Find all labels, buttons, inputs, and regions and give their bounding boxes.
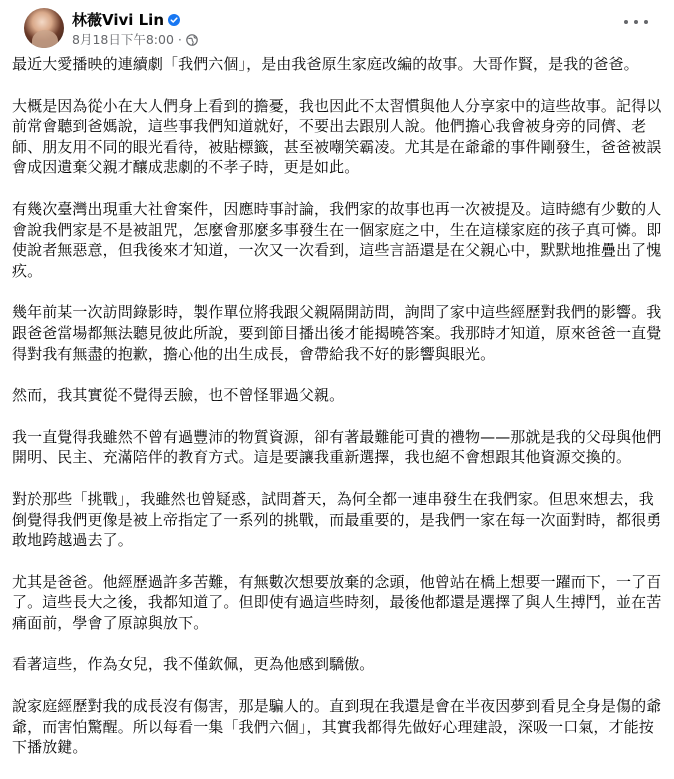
author-row — [72, 10, 198, 30]
post-paragraph-8: 尤其是爸爸。他經歷過許多苦難，有無數次想要放棄的念頭，他曾站在橋上想要一躍而下，一了百了。這些長大之後，我都知道了。但即使有過這些時刻，最後他都還是選擇了與人生搏鬥，並在苦痛面前，學會了原諒與放下。 — [12, 572, 662, 632]
more-options-icon[interactable] — [624, 14, 648, 30]
post-paragraph-10: 說家庭經歷對我的成長沒有傷害，那是騙人的。直到現在我還是會在半夜因夢到看見全身是傷的爺爺，而害怕驚醒。所以每看一集「我們六個」，其實我都得先做好心理建設，深吸一口氣，才能按下播放鍵。 — [12, 697, 662, 757]
post-paragraph-9: 看著這些，作為女兒，我不僅欽佩，更為他感到驕傲。 — [12, 655, 375, 674]
post-paragraph-7: 對於那些「挑戰」，我雖然也曾疑惑，試問蒼天，為何全都一連串發生在我們家。但思來想去，我倒覺得我們更像是被上帝指定了一系列的挑戰，而最重要的，是我們一家在每一次面對時，都很勇敢地跨越過去了。 — [12, 489, 662, 550]
post-header-text — [72, 10, 198, 48]
post-paragraph-5: 然而，我其實從不覺得丟臉，也不曾怪罪過父親。 — [12, 386, 345, 405]
post-timestamp[interactable]: 8月18日下午8:00 — [72, 32, 174, 47]
author-avatar[interactable] — [24, 8, 64, 48]
globe-icon[interactable] — [186, 34, 198, 46]
post-paragraph-2: 大概是因為從小在大人們身上看到的擔憂，我也因此不太習慣與他人分享家中的這些故事。記得以前常會聽到爸媽說，這些事我們知道就好，不要出去跟別人說。他們擔心我會被身旁的同儕、老師、朋友用不同的眼光看待，被貼標籤，甚至被嘲笑霸凌。尤其是在爺爺的事件剛發生，爸爸被誤會成因遺棄父親才釀成悲劇的不孝子時，更是如此。 — [12, 96, 662, 177]
post-paragraph-6: 我一直覺得我雖然不曾有過豐沛的物質資源，卻有著最難能可貴的禮物——那就是我的父母與他們開明、民主、充滿陪伴的教育方式。這是要讓我重新選擇，我也絕不會想跟其他資源交換的。 — [12, 427, 662, 467]
meta-separator: · — [177, 33, 182, 47]
verified-badge-icon — [168, 14, 180, 26]
post-header — [12, 0, 662, 50]
post-meta — [72, 32, 198, 48]
more-dot — [634, 20, 638, 24]
post-paragraph-1: 最近大愛播映的連續劇「我們六個」，是由我爸原生家庭改編的故事。大哥作賢，是我的爸爸。 — [12, 55, 639, 73]
more-dot — [624, 20, 628, 24]
post-paragraph-4: 幾年前某一次訪問錄影時，製作單位將我跟父親隔開訪問，詢問了家中這些經歷對我們的影響。我跟爸爸當場都無法聽見彼此所說，要到節目播出後才能揭曉答案。我那時才知道，原來爸爸一直覺得對我有無盡的抱歉，擔心他的出生成長，會帶給我不好的影響與眼光。 — [12, 303, 662, 363]
post-paragraph-3: 有幾次臺灣出現重大社會案件，因應時事討論，我們家的故事也再一次被提及。這時總有少數的人會說我們家是不是被詛咒，怎麼會那麼多事發生在一個家庭之中，生在這樣家庭的孩子真可憐。即使說者無惡意，但我後來才知道，一次又一次看到，這些言語還是在父親心中，默默地推疊出了愧疚。 — [12, 199, 662, 280]
post-body — [12, 54, 664, 779]
more-dot — [644, 20, 648, 24]
author-name[interactable]: 林薇Vivi Lin — [72, 11, 165, 29]
